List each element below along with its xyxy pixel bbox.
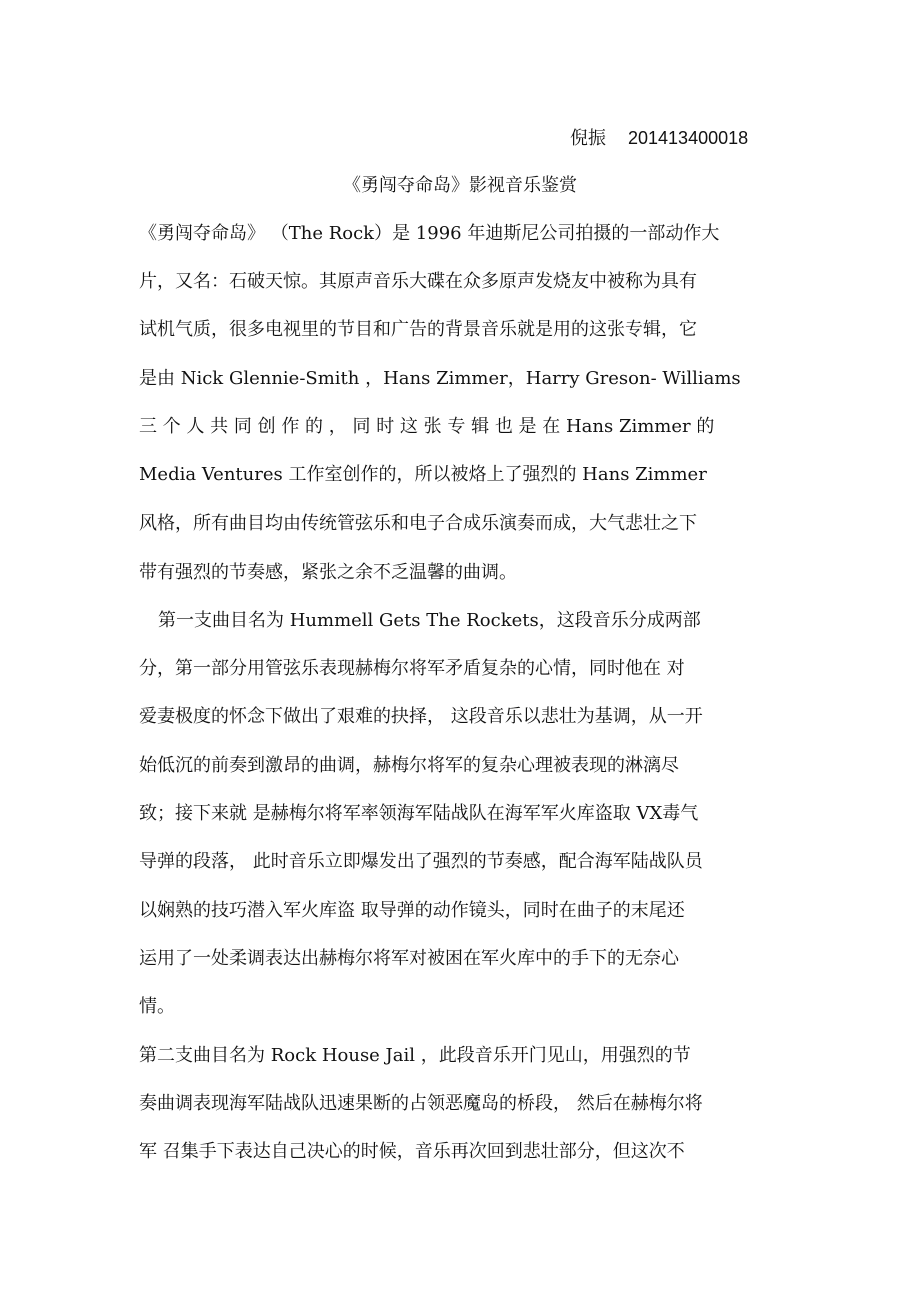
text-line: Media Ventures 工作室创作的，所以被烙上了强烈的 Hans Zimmer [139,464,707,485]
document-title: 《勇闯夺命岛》影视音乐鉴赏 [343,175,577,196]
text-line: 片，又名：石破天惊。其原声音乐大碟在众多原声发烧友中被称为具有 [139,271,697,292]
author-name: 倪振 [570,128,606,149]
text-line: 是由 Nick Glennie-Smith ，Hans Zimmer，Harry Greson- Williams [139,368,741,389]
text-line: 分，第一部分用管弦乐表现赫梅尔将军矛盾复杂的心情，同时他在 对 [139,658,685,679]
text-line: 始低沉的前奏到激昂的曲调，赫梅尔将军的复杂心理被表现的淋漓尽 [139,755,679,776]
student-id: 201413400018 [628,128,749,148]
text-line: 风格，所有曲目均由传统管弦乐和电子合成乐演奏而成，大气悲壮之下 [139,513,697,534]
text-line: 爱妻极度的怀念下做出了艰难的抉择， 这段音乐以悲壮为基调，从一开 [139,706,703,727]
text-line: 试机气质，很多电视里的节目和广告的背景音乐就是用的这张专辑，它 [139,319,697,340]
text-line: 致；接下来就 是赫梅尔将军率领海军陆战队在海军军火库盗取 VX毒气 [139,803,699,824]
text-line: 导弹的段落， 此时音乐立即爆发出了强烈的节奏感，配合海军陆战队员 [139,851,703,872]
text-line: 第二支曲目名为 Rock House Jail ，此段音乐开门见山，用强烈的节 [139,1045,691,1066]
text-line: 《勇闯夺命岛》 （The Rock）是 1996 年迪斯尼公司拍摄的一部动作大 [139,223,720,244]
text-line: 运用了一处柔调表达出赫梅尔将军对被困在军火库中的手下的无奈心 [139,948,679,969]
author-line [570,124,748,153]
text-line: 奏曲调表现海军陆战队迅速果断的占领恶魔岛的桥段， 然后在赫梅尔将 [139,1093,703,1114]
text-line: 以娴熟的技巧潜入军火库盗 取导弹的动作镜头，同时在曲子的末尾还 [139,900,685,921]
text-line: 三 个 人 共 同 创 作 的 ， 同 时 这 张 专 辑 也 是 在 Hans Zimmer 的 [139,416,715,437]
text-line: 带有强烈的节奏感，紧张之余不乏温馨的曲调。 [139,562,517,583]
text-line: 情。 [139,996,175,1017]
text-line: 第一支曲目名为 Hummell Gets The Rockets，这段音乐分成两部 [158,610,701,631]
text-line: 军 召集手下表达自己决心的时候，音乐再次回到悲壮部分，但这次不 [139,1141,685,1162]
